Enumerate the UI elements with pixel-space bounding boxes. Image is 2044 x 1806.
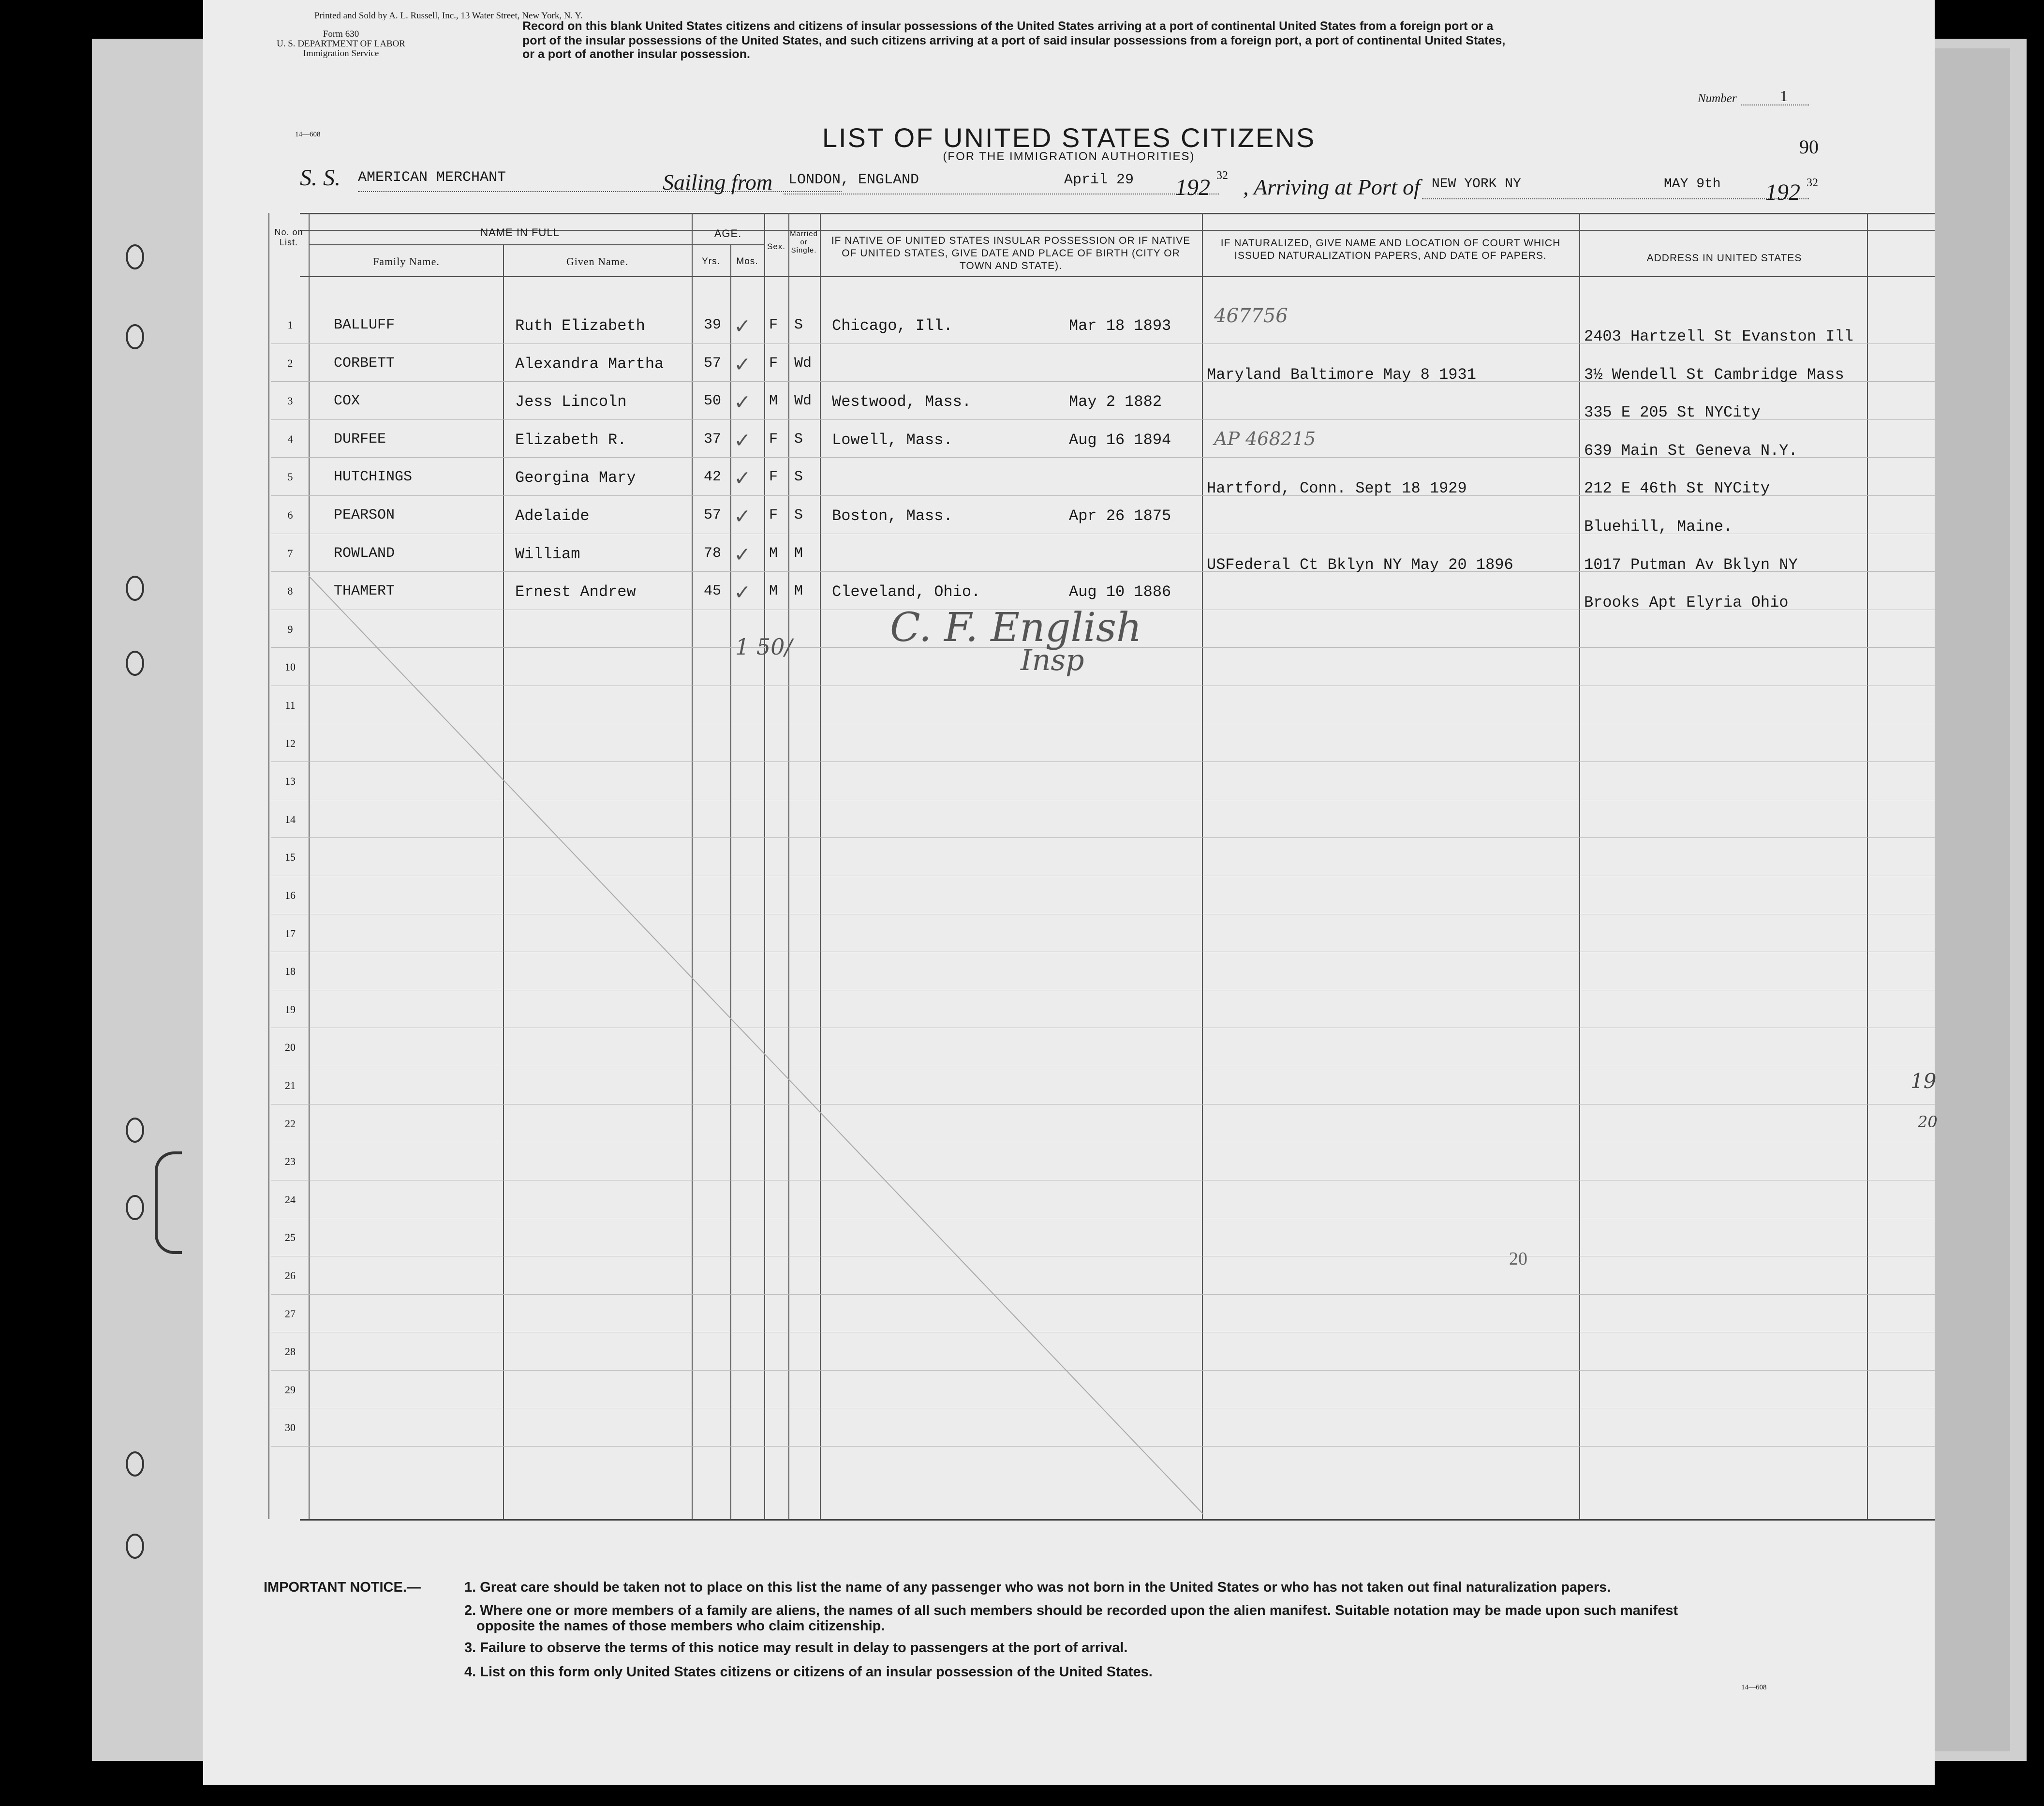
number-value: 1 xyxy=(1780,87,1788,104)
family-name-cell: HUTCHINGS xyxy=(334,469,413,486)
address-cell: 2403 Hartzell St Evanston Ill xyxy=(1584,328,1853,345)
notice-item-2-cont: opposite the names of those members who claim citizenship. xyxy=(476,1618,885,1634)
number-label: Number xyxy=(1698,92,1737,105)
address-cell: 3½ Wendell St Cambridge Mass xyxy=(1584,365,1844,384)
punch-hole xyxy=(126,1118,144,1143)
marital-status-cell: M xyxy=(794,583,803,600)
header-no-on-list: No. on List. xyxy=(274,227,303,247)
marital-status-cell: S xyxy=(794,507,803,523)
ship-name: AMERICAN MERCHANT xyxy=(358,169,506,186)
bottom-mark: 20 xyxy=(1509,1249,1527,1269)
row-number: 25 xyxy=(285,1231,296,1244)
row-number: 14 xyxy=(285,813,296,825)
birth-place-cell: Lowell, Mass. xyxy=(832,431,953,449)
punch-hole xyxy=(126,651,144,676)
birth-date-cell: Aug 10 1886 xyxy=(1069,583,1171,601)
sailing-year-suffix: 32 xyxy=(1216,169,1228,182)
header-name-in-full: NAME IN FULL xyxy=(480,226,560,239)
family-name-cell: CORBETT xyxy=(334,355,395,372)
birth-place-cell: Chicago, Ill. xyxy=(832,317,953,335)
notice-form-code: 14—608 xyxy=(1741,1684,1767,1691)
given-name-cell: William xyxy=(515,545,580,563)
notice-heading: IMPORTANT NOTICE.— xyxy=(264,1580,421,1595)
arriving-port: NEW YORK NY xyxy=(1432,177,1521,192)
col-divider xyxy=(268,213,269,1519)
table-top-border xyxy=(300,213,1935,214)
row-number: 19 xyxy=(285,1003,296,1015)
manifest-page xyxy=(203,0,1938,1785)
row-number: 30 xyxy=(285,1421,296,1434)
unused-rows-strike xyxy=(309,576,1208,1519)
notice-item-3: 3. Failure to observe the terms of this notice may result in delay to passengers at the port of arrival. xyxy=(464,1640,1128,1656)
handwritten-naturalization-note: 467756 xyxy=(1214,305,1288,327)
sailing-year-prefix: 192 xyxy=(1175,175,1210,200)
address-cell: Bluehill, Maine. xyxy=(1584,518,1733,536)
marital-status-cell: S xyxy=(794,469,803,486)
inspector-title: Insp xyxy=(1021,643,1084,677)
check-mark-icon: ✓ xyxy=(735,542,749,569)
marital-status-cell: S xyxy=(794,317,803,333)
sex-cell: M xyxy=(769,393,778,410)
row-number: 7 xyxy=(287,547,293,559)
marital-status-cell: S xyxy=(794,431,803,448)
birth-date-cell: Mar 18 1893 xyxy=(1069,317,1171,335)
header-naturalized: IF NATURALIZED, GIVE NAME AND LOCATION OF COURT WHICH ISSUED NATURALIZATION PAPERS, AND DATE OF PAPERS. xyxy=(1220,238,1561,261)
header-birth: IF NATIVE OF UNITED STATES INSULAR POSSESSION OR IF NATIVE OF UNITED STATES, GIVE DATE AND PLACE OF BIRTH (CITY OR TOWN AND STATE). xyxy=(831,235,1191,271)
address-cell: 639 Main St Geneva N.Y. xyxy=(1584,441,1798,460)
age-years-cell: 57 xyxy=(704,355,722,372)
naturalization-cell: Maryland Baltimore May 8 1931 xyxy=(1207,365,1476,384)
page-subtitle: (FOR THE IMMIGRATION AUTHORITIES) xyxy=(943,150,1195,163)
birth-place-cell: Cleveland, Ohio. xyxy=(832,583,981,601)
page-number: 90 xyxy=(1799,136,1819,158)
row-number: 20 xyxy=(285,1041,296,1054)
page-title: LIST OF UNITED STATES CITIZENS xyxy=(822,122,1316,153)
age-years-cell: 39 xyxy=(704,317,722,333)
instructions-line-3: or a port of another insular possession. xyxy=(522,47,750,61)
arrival-year-prefix: 192 xyxy=(1765,179,1800,205)
given-name-cell: Jess Lincoln xyxy=(515,393,627,411)
notice-item-1: 1. Great care should be taken not to place on this list the name of any passenger who was not born in the United States or who has not taken out final naturalization papers. xyxy=(464,1580,1611,1595)
sex-cell: F xyxy=(769,469,778,486)
header-family-name: Family Name. xyxy=(373,255,440,268)
department: U. S. DEPARTMENT OF LABOR xyxy=(277,39,405,49)
row-number: 26 xyxy=(285,1269,296,1282)
form-code: 14—608 xyxy=(295,131,321,138)
notice-item-4: 4. List on this form only United States citizens or citizens of an insular possession of the United States. xyxy=(464,1664,1153,1680)
sex-cell: M xyxy=(769,583,778,600)
given-name-cell: Ernest Andrew xyxy=(515,583,636,601)
header-given-name: Given Name. xyxy=(566,255,629,268)
family-name-cell: COX xyxy=(334,393,360,410)
family-name-cell: BALLUFF xyxy=(334,317,395,333)
marital-status-cell: Wd xyxy=(794,393,812,410)
handwritten-fraction: 1 50/ xyxy=(735,634,792,660)
row-number: 16 xyxy=(285,889,296,901)
printer-line: Printed and Sold by A. L. Russell, Inc., 13 Water Street, New York, N. Y. xyxy=(314,11,583,21)
row-number: 17 xyxy=(285,927,296,940)
naturalization-cell: Hartford, Conn. Sept 18 1929 xyxy=(1207,479,1467,498)
check-mark-icon: ✓ xyxy=(735,466,749,493)
sailing-from: LONDON, ENGLAND xyxy=(788,172,919,188)
family-name-cell: PEARSON xyxy=(334,507,395,523)
check-mark-icon: ✓ xyxy=(735,428,749,455)
header-age-yrs: Yrs. xyxy=(702,256,720,267)
service: Immigration Service xyxy=(303,48,379,59)
sailing-label: Sailing from xyxy=(663,170,773,194)
binding-string xyxy=(155,1151,182,1254)
naturalization-cell: USFederal Ct Bklyn NY May 20 1896 xyxy=(1207,555,1513,574)
family-name-cell: DURFEE xyxy=(334,431,386,448)
sex-cell: F xyxy=(769,507,778,523)
row-number: 8 xyxy=(287,585,293,597)
instructions-line-1: Record on this blank United States citizens and citizens of insular possessions of the United States arriving at a port of continental United States from a foreign port or a xyxy=(522,19,1494,33)
address-cell: 1017 Putman Av Bklyn NY xyxy=(1584,555,1798,574)
row-number: 29 xyxy=(285,1383,296,1396)
name-subheader-rule xyxy=(310,244,730,245)
table-bottom-border xyxy=(300,1519,1935,1521)
row-number: 3 xyxy=(287,395,293,407)
row-number: 5 xyxy=(287,471,293,483)
header-age-mos: Mos. xyxy=(736,256,758,267)
punch-hole xyxy=(126,576,144,601)
notice-item-2: 2. Where one or more members of a family are aliens, the names of all such members should be recorded upon the alien manifest. Suitable notation may be made upon such manifest xyxy=(464,1603,1678,1618)
given-name-cell: Adelaide xyxy=(515,507,590,525)
punch-hole xyxy=(126,1195,144,1220)
check-mark-icon: ✓ xyxy=(735,352,749,379)
birth-place-cell: Boston, Mass. xyxy=(832,507,953,525)
arrival-date: MAY 9th xyxy=(1664,177,1721,192)
number-line xyxy=(1741,104,1809,105)
check-mark-icon: ✓ xyxy=(735,314,749,341)
row-number: 11 xyxy=(285,699,296,711)
row-number: 27 xyxy=(285,1307,296,1320)
punch-hole xyxy=(126,324,144,349)
instructions-line-2: port of the insular possessions of the United States, and such citizens arriving at a port of said insular possessions from a foreign port, a port of continental United States, xyxy=(522,34,1506,47)
sex-cell: F xyxy=(769,431,778,448)
row-number: 22 xyxy=(285,1117,296,1130)
row-number: 1 xyxy=(287,319,293,331)
ss-label: S. S. xyxy=(300,165,341,191)
check-mark-icon: ✓ xyxy=(735,505,749,531)
age-subheader-rule xyxy=(692,244,764,245)
sailing-date: April 29 xyxy=(1064,172,1134,188)
family-name-cell: ROWLAND xyxy=(334,545,395,562)
address-cell: 212 E 46th St NYCity xyxy=(1584,479,1770,498)
given-name-cell: Elizabeth R. xyxy=(515,431,627,449)
age-years-cell: 42 xyxy=(704,469,722,486)
marital-status-cell: M xyxy=(794,545,803,562)
given-name-cell: Alexandra Martha xyxy=(515,355,664,373)
age-years-cell: 50 xyxy=(704,393,722,410)
punch-hole xyxy=(126,1451,144,1477)
sex-cell: F xyxy=(769,317,778,333)
row-number: 23 xyxy=(285,1155,296,1168)
form-number: Form 630 xyxy=(323,29,359,39)
row-number: 13 xyxy=(285,775,296,788)
row-number: 10 xyxy=(285,661,296,673)
birth-date-cell: Apr 26 1875 xyxy=(1069,507,1171,525)
age-years-cell: 78 xyxy=(704,545,722,562)
side-tally-2: 20 xyxy=(1918,1113,1938,1131)
inspector-signature: C. F. English xyxy=(890,605,1142,651)
row-number: 21 xyxy=(285,1079,296,1091)
row-number: 2 xyxy=(287,357,293,369)
arrival-year-suffix: 32 xyxy=(1807,177,1818,189)
punch-hole xyxy=(126,244,144,269)
age-years-cell: 57 xyxy=(704,507,722,523)
given-name-cell: Georgina Mary xyxy=(515,469,636,487)
row-number: 28 xyxy=(285,1345,296,1358)
check-mark-icon: ✓ xyxy=(735,581,749,607)
birth-place-cell: Westwood, Mass. xyxy=(832,393,972,411)
family-name-cell: THAMERT xyxy=(334,583,395,600)
given-name-cell: Ruth Elizabeth xyxy=(515,317,645,335)
check-mark-icon: ✓ xyxy=(735,390,749,417)
row-number: 9 xyxy=(287,623,293,635)
row-number: 15 xyxy=(285,851,296,864)
row-number: 24 xyxy=(285,1193,296,1206)
col-divider xyxy=(1579,213,1580,1519)
side-tally: 19 xyxy=(1911,1069,1937,1093)
row-number: 18 xyxy=(285,965,296,978)
marital-status-cell: Wd xyxy=(794,355,812,372)
header-married-single: Married or Single. xyxy=(790,230,818,254)
table-header-border xyxy=(300,276,1935,277)
row-number: 4 xyxy=(287,433,293,445)
header-age: AGE. xyxy=(714,227,742,239)
arriving-port-line xyxy=(1422,198,1809,199)
arriving-label: , Arriving at Port of xyxy=(1243,175,1420,199)
sex-cell: M xyxy=(769,545,778,562)
age-years-cell: 37 xyxy=(704,431,722,448)
address-cell: Brooks Apt Elyria Ohio xyxy=(1584,594,1789,612)
punch-hole xyxy=(126,1534,144,1559)
row-number: 12 xyxy=(285,737,296,749)
col-divider xyxy=(1867,213,1868,1519)
header-address: ADDRESS IN UNITED STATES xyxy=(1646,253,1802,264)
age-years-cell: 45 xyxy=(704,583,722,600)
birth-date-cell: May 2 1882 xyxy=(1069,393,1162,411)
handwritten-naturalization-note: AP 468215 xyxy=(1214,428,1316,449)
birth-date-cell: Aug 16 1894 xyxy=(1069,431,1171,449)
sex-cell: F xyxy=(769,355,778,372)
row-number: 6 xyxy=(287,509,293,521)
backing-page-edge xyxy=(1925,48,2010,1751)
address-cell: 335 E 205 St NYCity xyxy=(1584,403,1761,422)
header-sex: Sex. xyxy=(767,242,786,251)
